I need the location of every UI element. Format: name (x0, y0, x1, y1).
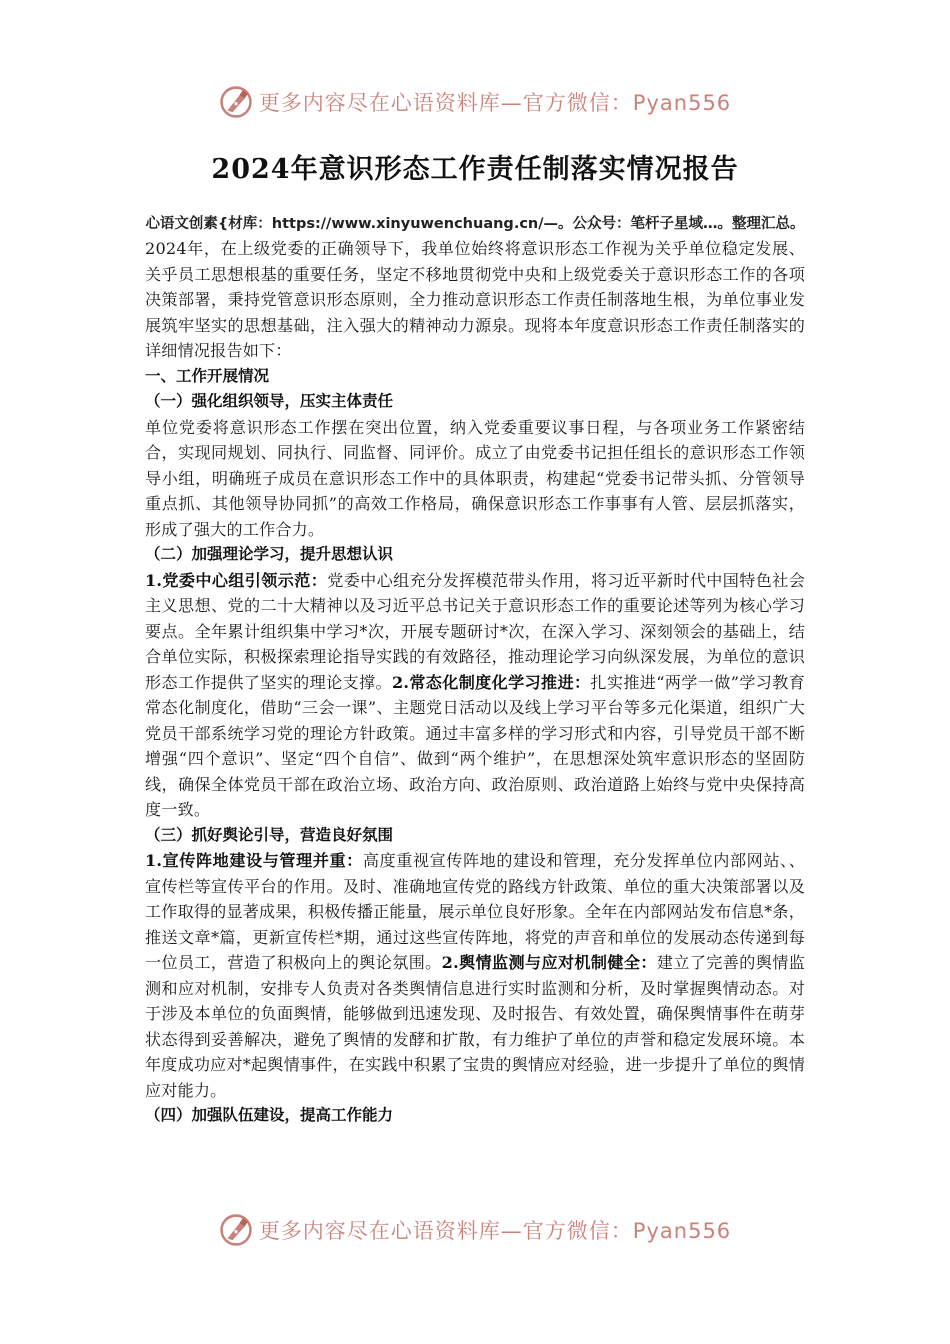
subsection-1-paragraph: 单位党委将意识形态工作摆在突出位置，纳入党委重要议事日程，与各项业务工作紧密结合，实现同规划、同执行、同监督、同评价。成立了由党委书记担任组长的意识形态工作领导小组，明确班子成员在意识形态工作中的具体职责，构建起“党委书记带头抓、分管领导重点抓、其他领导协同抓”的高效工作格局，确保意识形态工作事事有人管、层层抓落实，形成了强大的工作合力。 (145, 417, 805, 539)
section-heading: 一、工作开展情况 (145, 366, 270, 385)
paragraph-text: 高度重视宣传阵地的建设和管理，充分发挥单位内部网站、、宣传栏等宣传平台的作用。及时、准确地宣传党的路线方针政策、单位的重大决策部署以及工作取得的显著成果，积极传播正能量，展示单位良好形象。全年在内部网站发布信息*条，推送文章*篇，更新宣传栏*期，通过这些宣传阵地，将党的声音和单位的发展动态传递到每一位员工，营造了积极向上的舆论氛围。 (145, 851, 805, 972)
subsection-heading-1: （一）强化组织领导，压实主体责任 (145, 392, 394, 410)
source-note: 心语文创素{材库：https://www.xinyuwenchuang.cn/—。公众号：笔杆子星域…。整理汇总。 (145, 216, 805, 232)
pen-nib-icon (219, 85, 253, 119)
banner-text: 更多内容尽在心语资料库—官方微信：Pyan556 (258, 91, 732, 115)
lead-label: 2.舆情监测与应对机制健全： (441, 953, 657, 972)
lead-label: 1.党委中心组引领示范： (145, 570, 328, 590)
subsection-2-paragraph (145, 568, 805, 823)
subsection-heading-4: （四）加强队伍建设，提高工作能力 (145, 1106, 394, 1124)
subsection-3-paragraph (145, 848, 805, 1103)
paragraph-text: 扎实推进“两学一做”学习教育常态化制度化，借助“三会一课”、主题党日活动以及线上学习平台等多元化渠道，组织广大党员干部系统学习党的理论方针政策。通过丰富多样的学习形式和内容，引导党员干部不断增强“四个意识”、坚定“四个自信”、做到“两个维护”，在思想深处筑牢意识形态的坚固防线，确保全体党员干部在政治立场、政治方向、政治原则、政治道路上始终与党中央保持高度一致。 (145, 672, 806, 819)
document-body (145, 148, 805, 1129)
lead-label: 2.常态化制度化学习推进： (391, 672, 591, 692)
pen-nib-icon (219, 1213, 253, 1247)
footer-banner (0, 1208, 950, 1252)
lead-label: 1.宣传阵地建设与管理并重： (145, 851, 363, 870)
subsection-heading-3: （三）抓好舆论引导，营造良好氛围 (145, 825, 394, 844)
paragraph-text: 党委中心组充分发挥模范带头作用，将习近平新时代中国特色社会主义思想、党的二十大精神以及习近平总书记关于意识形态工作的重要论述等列为核心学习要点。全年累计组织集中学习*次，开展专题研讨*次，在深入学习、深刻领会的基础上，结合单位实际，积极探索理论指导实践的有效路径，推动理论学习向纵深发展，为单位的意识形态工作提供了坚实的理论支撑。 (145, 570, 805, 692)
document-title: 2024年意识形态工作责任制落实情况报告 (211, 154, 739, 185)
subsection-heading-2: （二）加强理论学习，提升思想认识 (145, 545, 394, 563)
intro-paragraph: 2024年，在上级党委的正确领导下，我单位始终将意识形态工作视为关乎单位稳定发展、关乎员工思想根基的重要任务，坚定不移地贯彻党中央和上级党委关于意识形态工作的各项决策部署，秉持党管意识形态原则，全力推动意识形态工作责任制落地生根，为单位事业发展筑牢坚实的思想基础，注入强大的精神动力源泉。现将本年度意识形态工作责任制落实的详细情况报告如下： (145, 239, 805, 360)
header-banner (0, 80, 950, 124)
banner-text: 更多内容尽在心语资料库—官方微信：Pyan556 (258, 1219, 732, 1243)
paragraph-text: 建立了完善的舆情监测和应对机制，安排专人负责对各类舆情信息进行实时监测和分析，及时掌握舆情动态。对于涉及本单位的负面舆情，能够做到迅速发现、及时报告、有效处置，确保舆情事件在萌芽状态得到妥善解决，避免了舆情的发酵和扩散，有力维护了单位的声誉和稳定发展环境。本年度成功应对*起舆情事件，在实践中积累了宝贵的舆情应对经验，进一步提升了单位的舆情应对能力。 (145, 953, 805, 1100)
